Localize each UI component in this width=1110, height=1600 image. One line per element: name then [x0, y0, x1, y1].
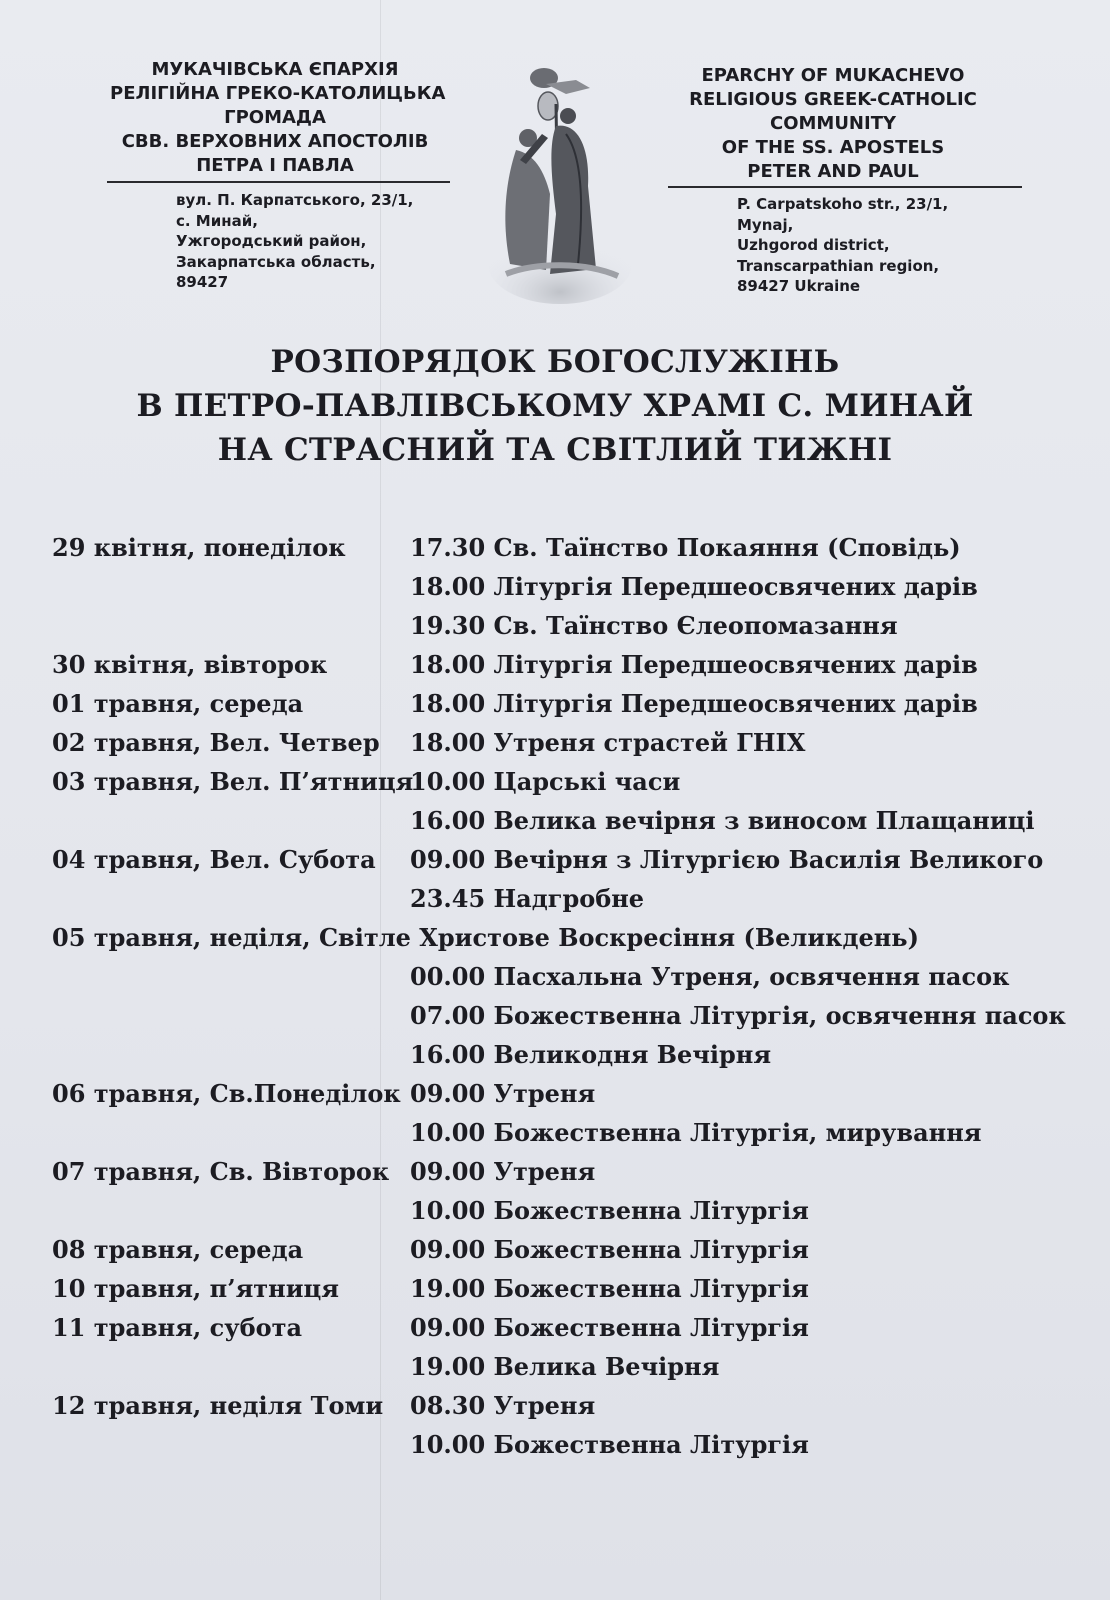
schedule-service: 19.00 Божественна Літургія	[410, 1274, 809, 1303]
header-right-line: PETER AND PAUL	[747, 161, 919, 182]
header-left-line: ГРОМАДА	[224, 107, 326, 128]
address-left-line: Закарпатська область,	[176, 252, 376, 271]
schedule-service: 08.30 Утреня	[410, 1391, 596, 1420]
schedule-service: 19.30 Св. Таїнство Єлеопомазання	[410, 611, 898, 640]
schedule-row	[0, 764, 1110, 800]
schedule-service: 17.30 Св. Таїнство Покаяння (Сповідь)	[410, 533, 961, 562]
address-right-line: 89427 Ukraine	[737, 277, 861, 295]
address-left-line: Ужгородський район,	[176, 232, 367, 250]
schedule-row	[0, 803, 1110, 839]
schedule-date: 05 травня, неділя, Світле Христове Воскресіння (Великдень)	[52, 923, 919, 952]
schedule-date: 02 травня, Вел. Четвер	[52, 728, 380, 757]
address-left-line: с. Минай,	[176, 211, 258, 230]
schedule-service: 18.00 Літургія Передшеосвячених дарів	[410, 689, 978, 718]
address-right-line: Mynaj,	[737, 215, 794, 234]
header-right	[668, 64, 998, 184]
schedule-row	[0, 1388, 1110, 1424]
schedule-row	[0, 725, 1110, 761]
schedule-row	[0, 686, 1110, 722]
schedule-row	[0, 1076, 1110, 1112]
schedule-row	[0, 1115, 1110, 1151]
address-right-line: P. Carpatskoho str., 23/1,	[737, 195, 949, 213]
schedule-row	[0, 1310, 1110, 1346]
address-right	[737, 194, 948, 297]
address-left-line: вул. П. Карпатського, 23/1,	[176, 191, 414, 209]
schedule-row	[0, 1271, 1110, 1307]
title-line: В ПЕТРО-ПАВЛІВСЬКОМУ ХРАМІ С. МИНАЙ	[136, 388, 974, 424]
header-right-line: EPARCHY OF MUKACHEVO	[701, 65, 965, 86]
header-right-line: RELIGIOUS GREEK-CATHOLIC	[689, 89, 977, 110]
schedule-service: 00.00 Пасхальна Утреня, освячення пасок	[410, 962, 1010, 991]
schedule-row	[0, 647, 1110, 683]
header-left-divider	[107, 181, 450, 183]
schedule-service: 10.00 Божественна Літургія	[410, 1430, 809, 1459]
schedule-row	[0, 1193, 1110, 1229]
title-line: РОЗПОРЯДОК БОГОСЛУЖІНЬ	[270, 344, 840, 380]
schedule-service: 18.00 Літургія Передшеосвячених дарів	[410, 572, 978, 601]
schedule-row	[0, 1037, 1110, 1073]
schedule-row	[0, 569, 1110, 605]
document-title	[0, 340, 1110, 472]
address-left-line: 89427	[176, 273, 229, 291]
schedule-date: 11 травня, субота	[52, 1313, 303, 1342]
schedule-service: 07.00 Божественна Літургія, освячення пасок	[410, 1001, 1066, 1030]
schedule-date: 29 квітня, понеділок	[52, 533, 346, 562]
schedule-service: 10.00 Божественна Літургія	[410, 1196, 809, 1225]
schedule-row	[0, 1232, 1110, 1268]
schedule-service: 19.00 Велика Вечірня	[410, 1352, 720, 1381]
schedule-date: 06 травня, Св.Понеділок	[52, 1079, 401, 1108]
header-right-divider	[668, 186, 1022, 188]
schedule-service: 16.00 Велика вечірня з виносом Плащаниці	[410, 806, 1035, 835]
header-left-line: СВВ. ВЕРХОВНИХ АПОСТОЛІВ	[121, 131, 429, 152]
schedule-date: 08 травня, середа	[52, 1235, 304, 1264]
header-right-line: OF THE SS. APOSTELS	[721, 137, 945, 158]
schedule-service: 10.00 Царські часи	[410, 767, 681, 796]
schedule-service: 09.00 Божественна Літургія	[410, 1235, 809, 1264]
schedule-row	[0, 1154, 1110, 1190]
schedule-row	[0, 1349, 1110, 1385]
schedule-row	[0, 530, 1110, 566]
schedule-service: 18.00 Утреня страстей ГНІХ	[410, 728, 806, 757]
schedule-service: 09.00 Вечірня з Літургією Василія Великого	[410, 845, 1044, 874]
header-left-line: РЕЛІГІЙНА ГРЕКО-КАТОЛИЦЬКА	[110, 83, 446, 104]
schedule-date: 04 травня, Вел. Субота	[52, 845, 376, 874]
schedule-date: 10 травня, п’ятниця	[52, 1274, 339, 1303]
schedule-service: 18.00 Літургія Передшеосвячених дарів	[410, 650, 978, 679]
saints-peter-and-paul-icon	[486, 64, 634, 304]
address-left	[176, 190, 413, 293]
schedule-service: 09.00 Утреня	[410, 1157, 596, 1186]
schedule-date: 01 травня, середа	[52, 689, 304, 718]
schedule-date: 12 травня, неділя Томи	[52, 1391, 384, 1420]
schedule-date: 30 квітня, вівторок	[52, 650, 328, 679]
title-line: НА СТРАСНИЙ ТА СВІТЛИЙ ТИЖНІ	[217, 432, 893, 468]
schedule-row	[0, 842, 1110, 878]
schedule-row	[0, 608, 1110, 644]
address-right-line: Uzhgorod district,	[737, 236, 890, 254]
schedule-service: 10.00 Божественна Літургія, мирування	[410, 1118, 982, 1147]
schedule-row	[0, 998, 1110, 1034]
header-left-line: ПЕТРА І ПАВЛА	[196, 155, 354, 176]
header-left-line: МУКАЧІВСЬКА ЄПАРХІЯ	[151, 59, 399, 80]
schedule-date: 03 травня, Вел. П’ятниця	[52, 767, 414, 796]
schedule-row	[0, 920, 1110, 956]
header-right-line: COMMUNITY	[769, 113, 897, 134]
schedule-service: 09.00 Божественна Літургія	[410, 1313, 809, 1342]
schedule-date: 07 травня, Св. Вівторок	[52, 1157, 390, 1186]
schedule-row	[0, 1427, 1110, 1463]
schedule-service: 23.45 Надгробне	[410, 884, 645, 913]
header-left	[110, 58, 446, 178]
schedule-row	[0, 959, 1110, 995]
address-right-line: Transcarpathian region,	[737, 256, 940, 275]
schedule-service: 09.00 Утреня	[410, 1079, 596, 1108]
schedule-service: 16.00 Великодня Вечірня	[410, 1040, 772, 1069]
schedule-row	[0, 881, 1110, 917]
